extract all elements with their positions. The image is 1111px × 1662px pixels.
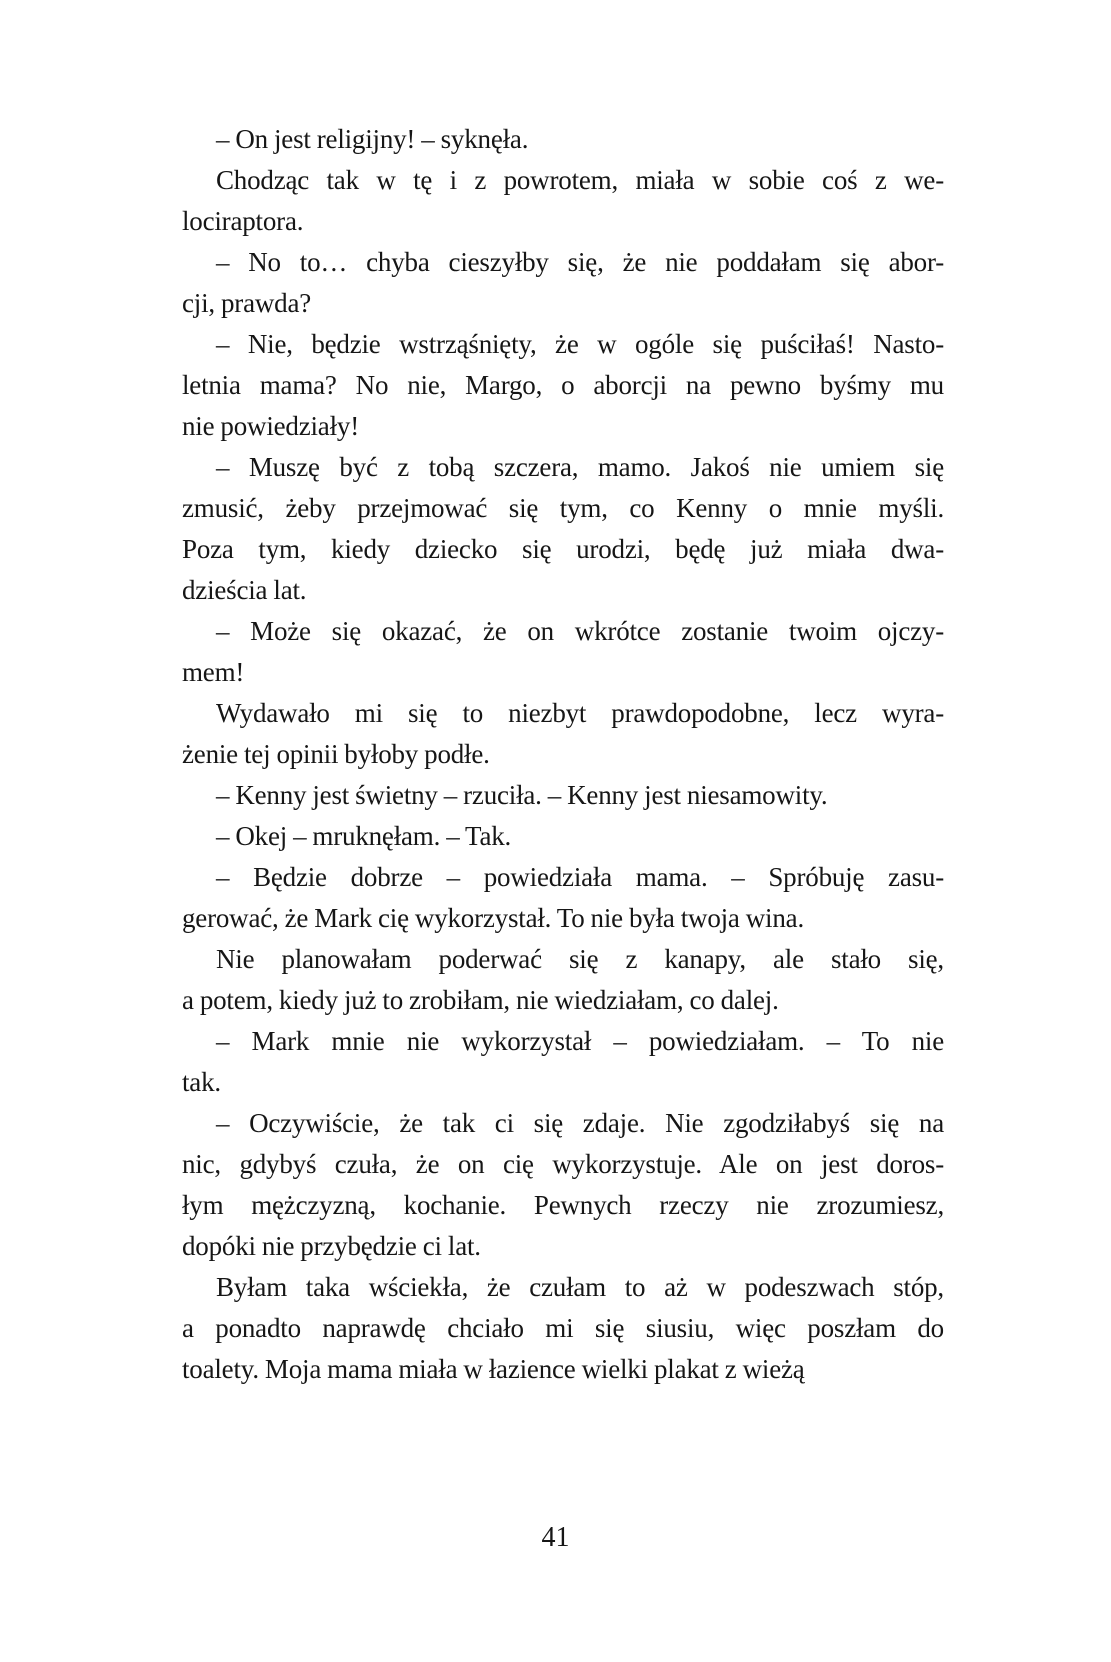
paragraph xyxy=(182,857,944,939)
paragraph xyxy=(182,324,944,447)
text-block xyxy=(182,119,944,1390)
text-line: Nie planowałam poderwać się z kanapy, ale stało się, xyxy=(216,944,944,974)
text-line: nic, gdybyś czuła, że on cię wykorzystuje. Ale on jest doros- xyxy=(182,1149,944,1179)
text-line: zmusić, żeby przejmować się tym, co Kenny o mnie myśli. xyxy=(182,493,944,523)
paragraph xyxy=(182,447,944,611)
text-line: cji, prawda? xyxy=(182,288,312,318)
paragraph xyxy=(182,775,944,816)
paragraph xyxy=(182,1021,944,1103)
text-line: Chodząc tak w tę i z powrotem, miała w sobie coś z we- xyxy=(216,165,944,195)
text-line: łym mężczyzną, kochanie. Pewnych rzeczy nie zrozumiesz, xyxy=(182,1190,944,1220)
text-line: tak. xyxy=(182,1067,221,1097)
text-line: Byłam taka wściekła, że czułam to aż w podeszwach stóp, xyxy=(216,1272,944,1302)
paragraph xyxy=(182,160,944,242)
text-line: a ponadto naprawdę chciało mi się siusiu, więc poszłam do xyxy=(182,1313,944,1343)
text-line: – Muszę być z tobą szczera, mamo. Jakoś nie umiem się xyxy=(216,452,944,482)
paragraph xyxy=(182,611,944,693)
paragraph xyxy=(182,816,944,857)
text-line: a potem, kiedy już to zrobiłam, nie wiedziałam, co dalej. xyxy=(182,985,779,1015)
text-line: – No to… chyba cieszyłby się, że nie poddałam się abor- xyxy=(216,247,944,277)
text-line: – Może się okazać, że on wkrótce zostanie twoim ojczy- xyxy=(216,616,944,646)
text-line: dzieścia lat. xyxy=(182,575,307,605)
text-line: mem! xyxy=(182,657,245,687)
text-line: lociraptora. xyxy=(182,206,304,236)
text-line: żenie tej opinii byłoby podłe. xyxy=(182,739,490,769)
text-line: – Kenny jest świetny – rzuciła. – Kenny jest niesamowity. xyxy=(216,780,828,810)
paragraph xyxy=(182,939,944,1021)
text-line: letnia mama? No nie, Margo, o aborcji na pewno byśmy mu xyxy=(182,370,944,400)
text-line: nie powiedziały! xyxy=(182,411,359,441)
page-number: 41 xyxy=(541,1522,570,1553)
text-line: – Mark mnie nie wykorzystał – powiedziałam. – To nie xyxy=(216,1026,944,1056)
text-line: gerować, że Mark cię wykorzystał. To nie była twoja wina. xyxy=(182,903,804,933)
text-line: – Oczywiście, że tak ci się zdaje. Nie zgodziłabyś się na xyxy=(216,1108,944,1138)
text-line: Poza tym, kiedy dziecko się urodzi, będę już miała dwa- xyxy=(182,534,944,564)
paragraph xyxy=(182,693,944,775)
text-line: – Nie, będzie wstrząśnięty, że w ogóle się puściłaś! Nasto- xyxy=(216,329,944,359)
paragraph xyxy=(182,242,944,324)
text-line: – Będzie dobrze – powiedziała mama. – Spróbuję zasu- xyxy=(216,862,944,892)
text-line: dopóki nie przybędzie ci lat. xyxy=(182,1231,481,1261)
paragraph xyxy=(182,119,944,160)
paragraph xyxy=(182,1267,944,1390)
text-line: Wydawało mi się to niezbyt prawdopodobne, lecz wyra- xyxy=(216,698,944,728)
text-line: – Okej – mruknęłam. – Tak. xyxy=(216,821,512,851)
text-line: toalety. Moja mama miała w łazience wielki plakat z wieżą xyxy=(182,1354,805,1384)
text-line: – On jest religijny! – syknęła. xyxy=(216,124,529,154)
paragraph xyxy=(182,1103,944,1267)
